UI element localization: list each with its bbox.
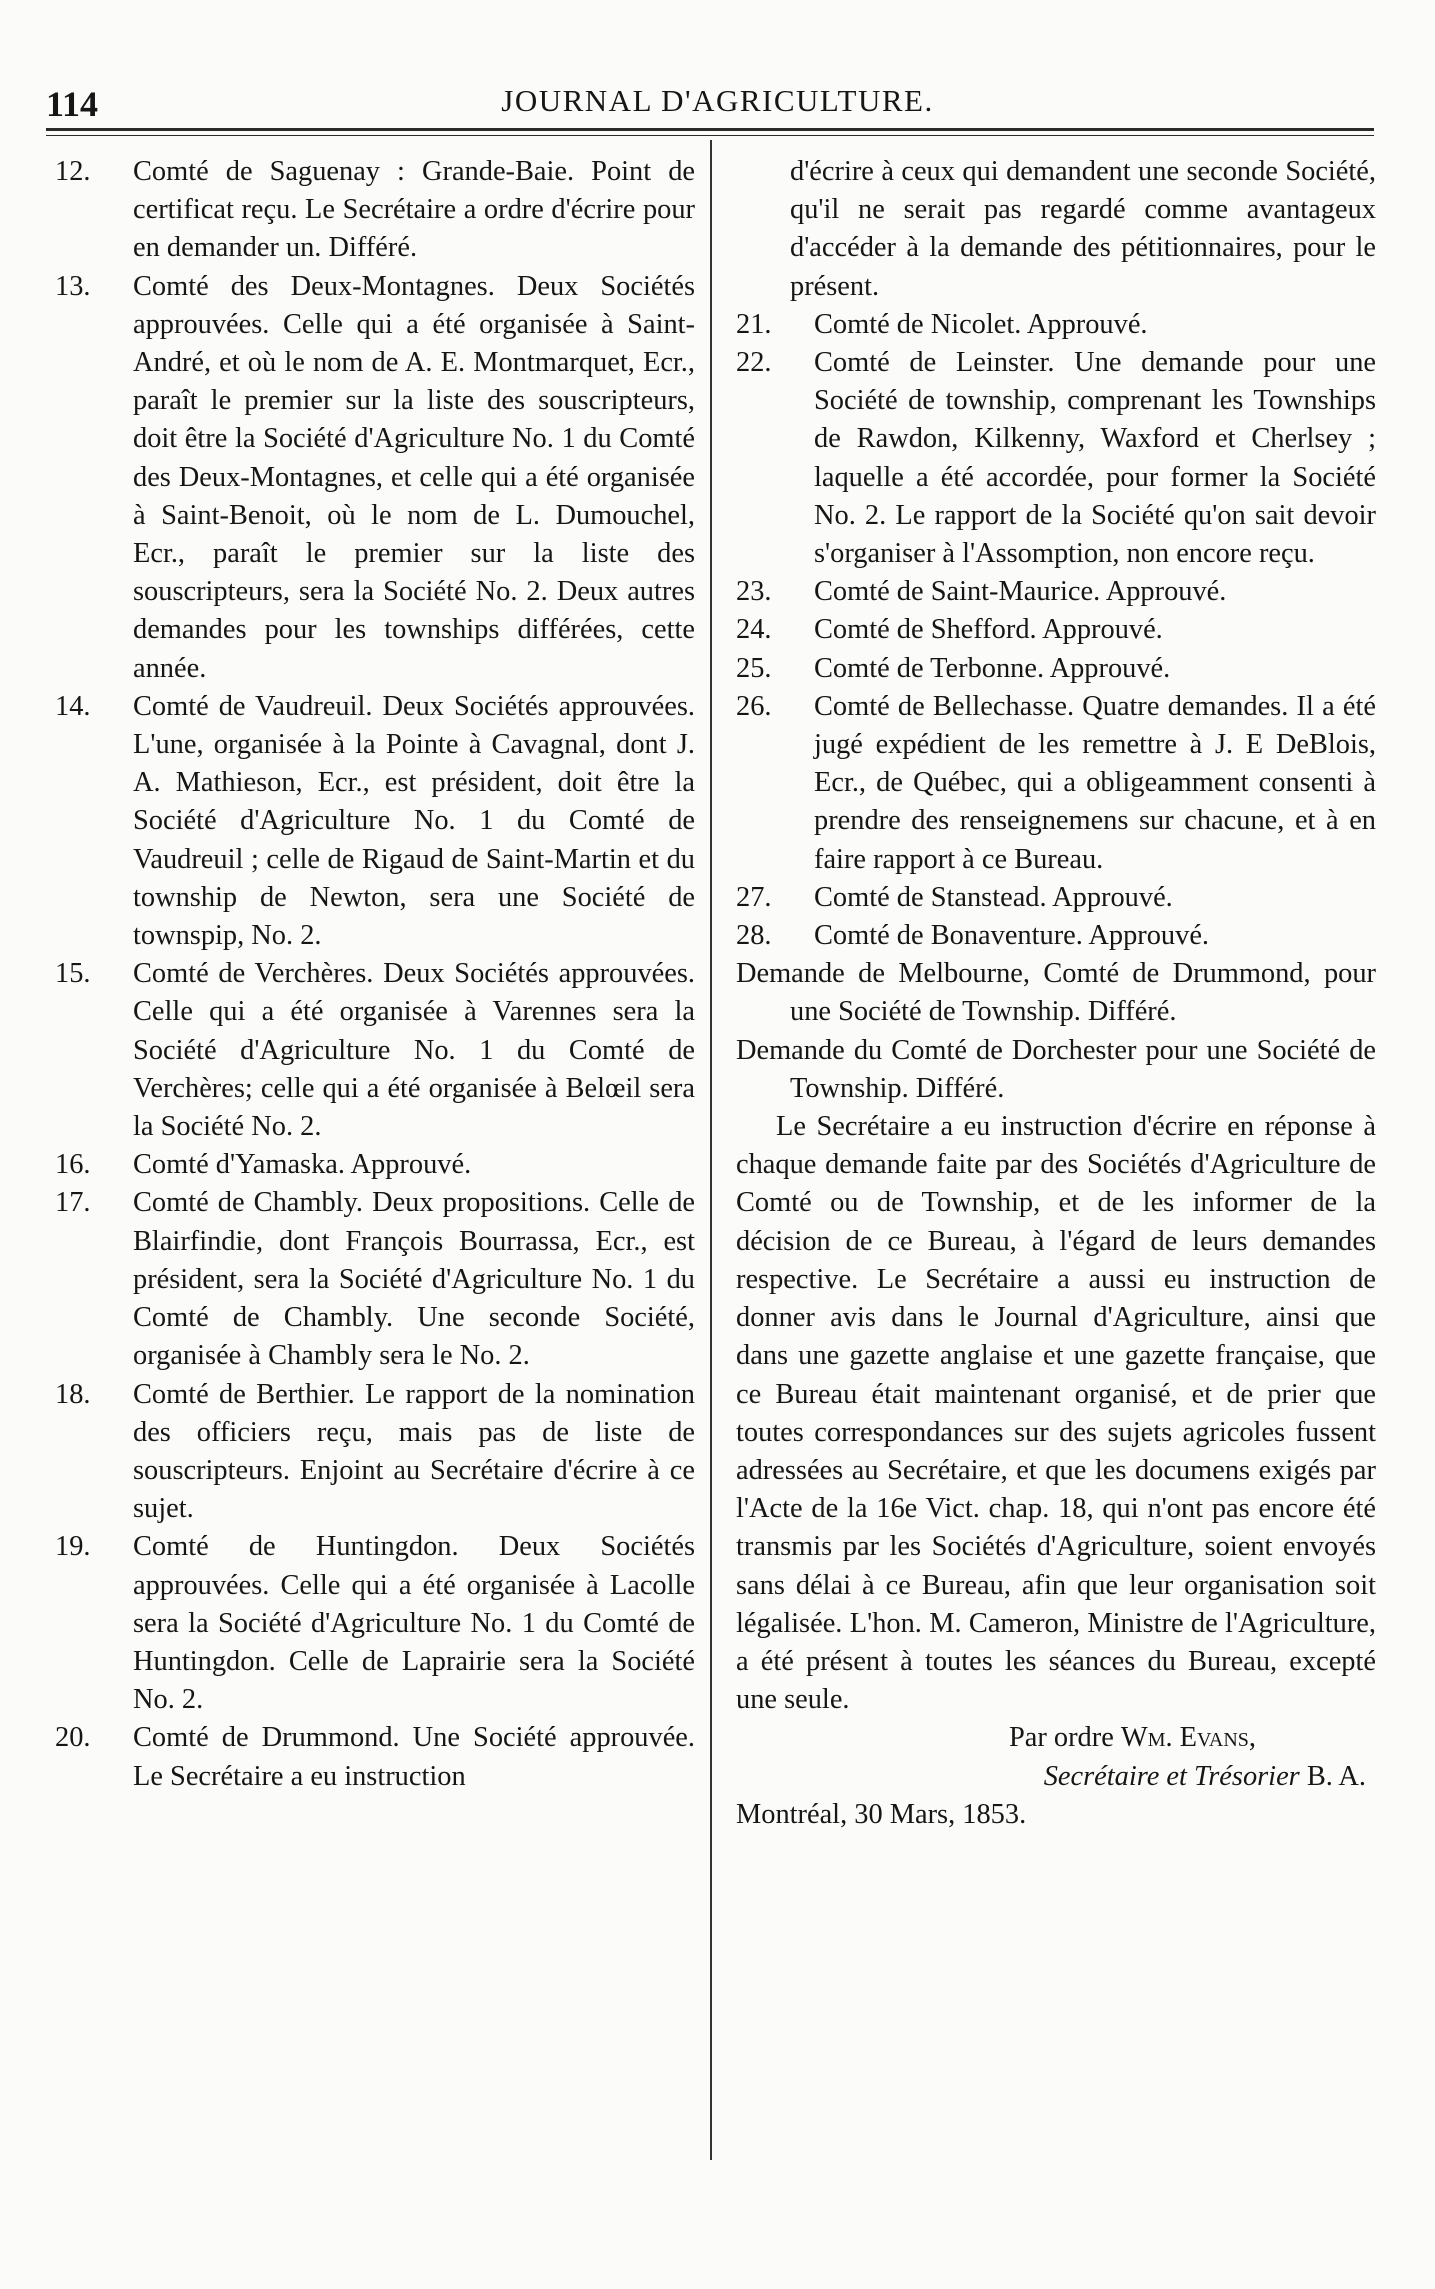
item-text: Comté de Terbonne. Approuvé.: [814, 652, 1171, 684]
item-number: 22.: [736, 347, 772, 379]
list-item: [55, 1146, 695, 1184]
list-item: [55, 1376, 695, 1529]
item-text: Comté de Nicolet. Approuvé.: [814, 308, 1148, 340]
item-text: Comté de Saint-Maurice. Approuvé.: [814, 576, 1227, 608]
list-item: [736, 917, 1376, 955]
list-item: [55, 955, 695, 1146]
item-text: Comté d'Yamaska. Approuvé.: [133, 1149, 472, 1181]
item-text: Comté de Bonaventure. Approuvé.: [814, 920, 1210, 952]
request-item: Demande de Melbourne, Comté de Drummond, pour une Société de Township. Différé.: [736, 958, 1376, 1028]
header-rule-thick: [46, 128, 1374, 131]
item-number: 21.: [736, 308, 772, 340]
item-text: Comté de Drummond. Une Société approuvée. Le Secrétaire a eu instruction: [133, 1722, 695, 1792]
list-item: [736, 688, 1376, 879]
list-item: [55, 1184, 695, 1375]
item-text: Comté de Saguenay : Grande-Baie. Point de certificat reçu. Le Secrétaire a ordre d'écrire pour en demander un. Différé.: [133, 156, 695, 264]
item-text: Comté de Verchères. Deux Sociétés approuvées. Celle qui a été organisée à Varennes sera la Société d'Agriculture No. 1 du Comté de Verchères; celle qui a été organisée à Belœil sera la Société No. 2.: [133, 958, 695, 1143]
signature-order-prefix: Par ordre: [1008, 1722, 1114, 1754]
item-text: Comté de Shefford. Approuvé.: [814, 614, 1163, 646]
continued-text: d'écrire à ceux qui demandent une seconde Société, qu'il ne serait pas regardé comme avantageux d'accéder à la demande des pétitionnaires, pour le présent.: [790, 156, 1376, 302]
item-text: Comté de Bellechasse. Quatre demandes. Il a été jugé expédient de les remettre à J. E DeBlois, Ecr., de Québec, qui a obligeamment consenti à prendre des renseignemens sur chacune, et à en faire rapport à ce Bureau.: [814, 690, 1376, 875]
list-item: [55, 688, 695, 955]
item-number: 25.: [736, 652, 772, 684]
item-number: 16.: [55, 1149, 91, 1181]
item-text: Comté de Stanstead. Approuvé.: [814, 881, 1173, 913]
list-item: [736, 650, 1376, 688]
item-text: Comté de Chambly. Deux propositions. Celle de Blairfindie, dont François Bourrassa, Ecr., est président, sera la Société d'Agriculture No. 1 du Comté de Chambly. Une seconde Société, organisée à Chambly sera le No. 2.: [133, 1187, 695, 1372]
item-number: 17.: [55, 1187, 91, 1219]
list-item: [736, 573, 1376, 611]
item-number: 28.: [736, 920, 772, 952]
list-item: [736, 611, 1376, 649]
signature-title: Secrétaire et Trésorier: [1043, 1760, 1300, 1792]
list-item: [55, 1719, 695, 1795]
item-number: 14.: [55, 690, 91, 722]
item-number: 26.: [736, 690, 772, 722]
signature-title-line: [736, 1758, 1376, 1796]
list-item: [55, 1528, 695, 1719]
item-number: 23.: [736, 576, 772, 608]
item-text: Comté des Deux-Montagnes. Deux Sociétés approuvées. Celle qui a été organisée à Saint-André, et où le nom de A. E. Montmarquet, Ecr., paraît le premier sur la liste des souscripteurs, doit être la Société d'Agriculture No. 1 du Comté des Deux-Montagnes, et celle qui a été organisée à Saint-Benoit, où le nom de L. Dumouchel, Ecr., paraît le premier sur la liste des souscripteurs, sera la Société No. 2. Deux autres demandes pour les townships différées, cette année.: [133, 270, 695, 684]
list-item: [736, 879, 1376, 917]
item-number: 12.: [55, 156, 91, 187]
right-column: [736, 153, 1376, 1834]
list-item: [736, 344, 1376, 573]
list-item: [55, 268, 695, 688]
item-text: Comté de Huntingdon. Deux Sociétés approuvées. Celle qui a été organisée à Lacolle sera la Société d'Agriculture No. 1 du Comté de Huntingdon. Celle de Laprairie sera la Société No. 2.: [133, 1531, 695, 1716]
item-number: 18.: [55, 1378, 91, 1410]
running-title: JOURNAL D'AGRICULTURE.: [501, 83, 934, 118]
signature-order-line: [736, 1719, 1376, 1757]
list-item: [55, 153, 695, 268]
signature-title-suffix: B. A.: [1299, 1760, 1366, 1792]
list-item: [736, 306, 1376, 344]
item-text: Comté de Leinster. Une demande pour une Société de township, comprenant les Townships de Rawdon, Kilkenny, Waxford et Cherlsey ; laquelle a été accordée, pour former la Société No. 2. Le rapport de la Société qu'on sait devoir s'organiser à l'Assomption, non encore reçu.: [814, 347, 1376, 570]
place-date: Montréal, 30 Mars, 1853.: [736, 1798, 1027, 1830]
item-number: 13.: [55, 270, 91, 302]
page-number: 114: [46, 84, 99, 124]
item-number: 24.: [736, 614, 772, 646]
header-rule-thin: [46, 135, 1374, 136]
item-number: 19.: [55, 1531, 91, 1563]
item-number: 20.: [55, 1722, 91, 1754]
signature-name: Wm. Evans,: [1120, 1722, 1256, 1754]
left-column: [55, 153, 695, 1796]
request-item: Demande du Comté de Dorchester pour une Société de Township. Différé.: [736, 1034, 1376, 1104]
closing-paragraph: Le Secrétaire a eu instruction d'écrire en réponse à chaque demande faite par des Sociétés d'Agriculture de Comté ou de Township, et de les informer de la décision de ce Bureau, à l'égard de leurs demandes respective. Le Secrétaire a aussi eu instruction de donner avis dans le Journal d'Agriculture, ainsi que dans une gazette anglaise et une gazette française, que ce Bureau était maintenant organisé, et de prier que toutes correspondances sur des sujets agricoles fussent adressées au Secrétaire, et que les documens exigés par l'Acte de la 16e Vict. chap. 18, qui n'ont pas encore été transmis par les Sociétés d'Agriculture, soient envoyés sans délai à ce Bureau, afin que leur organisation soit légalisée. L'hon. M. Cameron, Ministre de l'Agriculture, a été présent à toutes les séances du Bureau, excepté une seule.: [736, 1111, 1376, 1716]
item-text: Comté de Berthier. Le rapport de la nomination des officiers reçu, mais pas de liste de souscripteurs. Enjoint au Secrétaire d'écrire à ce sujet.: [133, 1378, 695, 1525]
item-number: 27.: [736, 881, 772, 913]
item-text: Comté de Vaudreuil. Deux Sociétés approuvées. L'une, organisée à la Pointe à Cavagnal, dont J. A. Mathieson, Ecr., est président, doit être la Société d'Agriculture No. 1 du Comté de Vaudreuil ; celle de Rigaud de Saint-Martin et du township de Newton, sera une Société de townspip, No. 2.: [133, 690, 695, 952]
column-divider: [710, 140, 712, 2160]
item-number: 15.: [55, 958, 91, 990]
